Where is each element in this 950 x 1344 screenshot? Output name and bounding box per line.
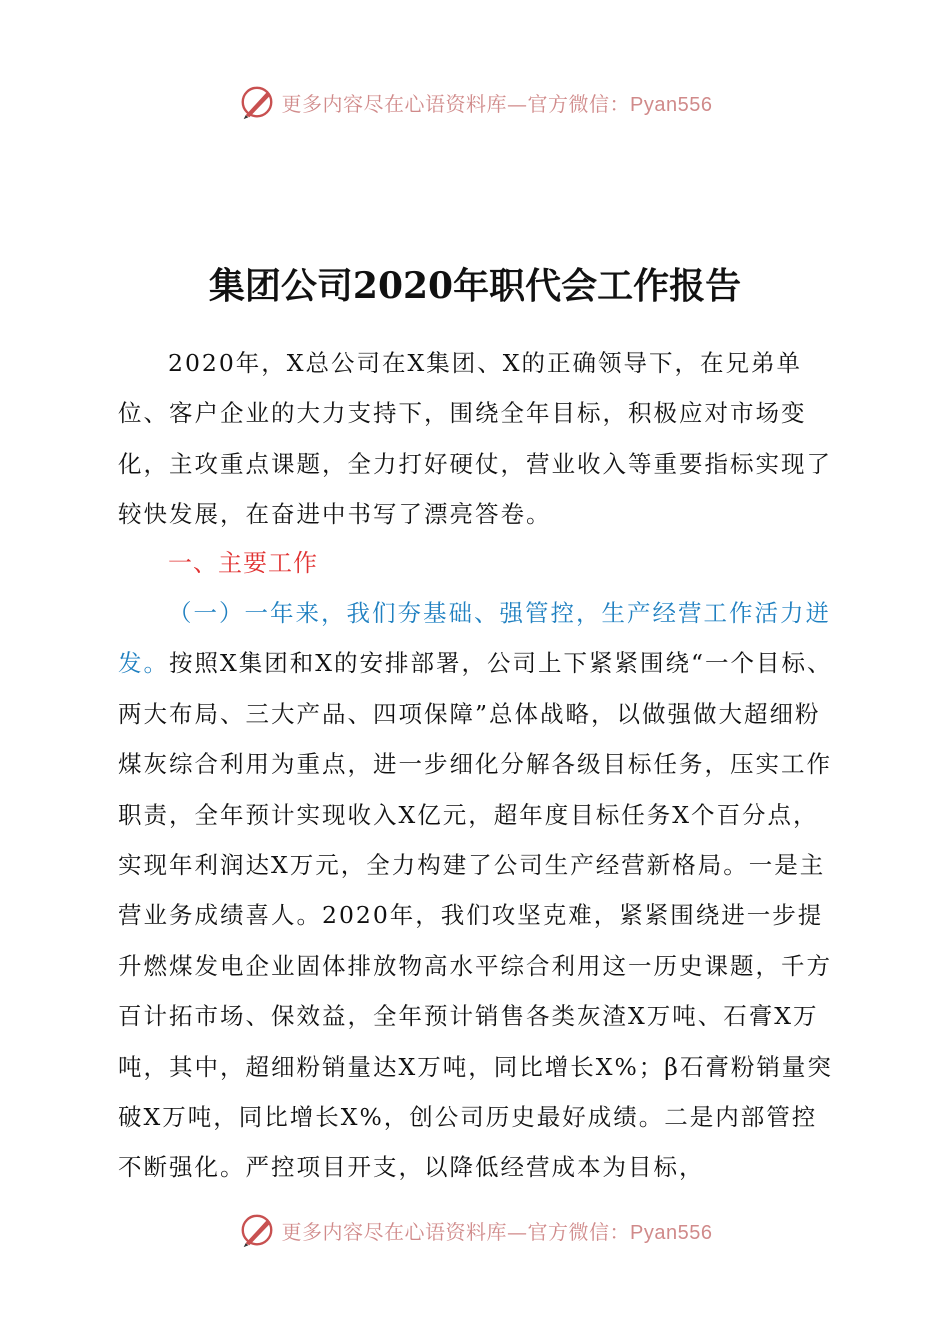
document-title: 集团公司2020年职代会工作报告 <box>208 265 742 307</box>
subsection-paragraph <box>118 588 838 1193</box>
watermark-header <box>0 82 950 122</box>
pen-logo-icon <box>238 83 276 121</box>
pen-logo-icon <box>238 1211 276 1249</box>
subsection-heading: （一）一年来，我们夯基础、强管控，生产经营工作活力迸发。 <box>118 599 831 678</box>
watermark-text: 更多内容尽在心语资料库—官方微信：Pyan556 <box>281 1219 713 1244</box>
intro-paragraph <box>118 338 838 540</box>
subsection-body: 按照X集团和X的安排部署，公司上下紧紧围绕“一个目标、两大布局、三大产品、四项保障”总体战略，以做强做大超细粉煤灰综合利用为重点，进一步细化分解各级目标任务，压实工作职责，全年预计实现收入X亿元，超年度目标任务X个百分点，实现年利润达X万元，全力构建了公司生产经营新格局。一是主营业务成绩喜人。2020年，我们攻坚克难，紧紧围绕进一步提升燃煤发电企业固体排放物高水平综合利用这一历史课题，千方百计拓市场、保效益，全年预计销售各类灰渣X万吨、石膏X万吨，其中，超细粉销量达X万吨，同比增长X%；β石膏粉销量突破X万吨，同比增长X%，创公司历史最好成绩。二是内部管控不断强化。严控项目开支，以降低经营成本为目标， <box>118 649 833 1182</box>
section-heading: 一、主要工作 <box>168 549 318 577</box>
intro-text: 2020年，X总公司在X集团、X的正确领导下，在兄弟单位、客户企业的大力支持下，围绕全年目标，积极应对市场变化，主攻重点课题，全力打好硬仗，营业收入等重要指标实现了较快发展，在奋进中书写了漂亮答卷。 <box>118 349 832 529</box>
watermark-footer <box>0 1210 950 1250</box>
watermark-text: 更多内容尽在心语资料库—官方微信：Pyan556 <box>281 91 713 116</box>
